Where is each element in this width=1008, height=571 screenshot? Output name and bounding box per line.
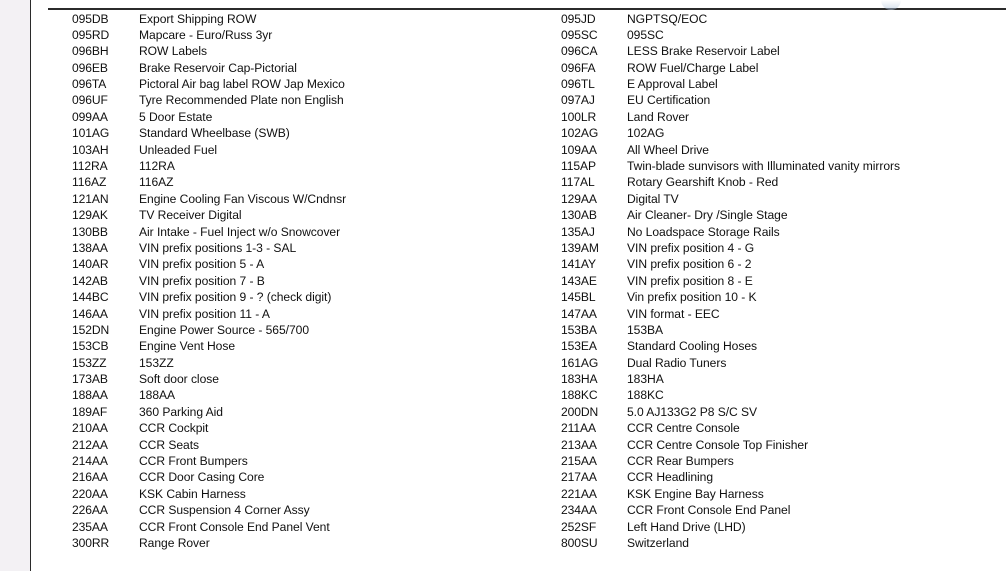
option-code: 095DB (72, 11, 109, 26)
option-code: 173AB (72, 372, 108, 387)
option-code: 216AA (72, 470, 108, 485)
option-code: 096CA (561, 44, 598, 59)
option-description: KSK Cabin Harness (139, 486, 246, 501)
option-code: 096BH (72, 44, 109, 59)
option-code: 221AA (561, 486, 597, 501)
option-description: 188KC (627, 388, 664, 403)
option-description: 188AA (139, 388, 176, 403)
option-description: CCR Suspension 4 Corner Assy (139, 503, 310, 518)
option-description: 116AZ (139, 175, 174, 190)
option-description: Air Cleaner- Dry /Single Stage (627, 208, 788, 223)
option-code: 210AA (72, 421, 108, 436)
option-description: 360 Parking Aid (139, 404, 223, 419)
option-description: Export Shipping ROW (139, 11, 257, 26)
option-code: 130BB (72, 224, 108, 239)
option-description: VIN prefix position 8 - E (627, 273, 753, 288)
option-description: Unleaded Fuel (139, 142, 218, 157)
option-code: 096TA (72, 77, 107, 92)
option-description: KSK Engine Bay Harness (627, 486, 764, 501)
option-description: VIN prefix position 11 - A (139, 306, 270, 321)
option-description: Digital TV (627, 191, 679, 206)
option-description: 095SC (627, 27, 664, 42)
option-code: 226AA (72, 503, 108, 518)
option-code: 212AA (72, 437, 108, 452)
option-code: 129AA (561, 191, 597, 206)
option-code: 141AY (561, 257, 596, 272)
option-code: 101AG (72, 126, 110, 141)
option-code: 099AA (72, 109, 108, 124)
option-description: Twin-blade sunvisors with Illuminated vanity mirrors (627, 159, 900, 174)
option-code: 116AZ (72, 175, 107, 190)
option-code: 200DN (561, 404, 599, 419)
option-code: 188AA (72, 388, 108, 403)
option-code: 103AH (72, 142, 109, 157)
option-description: CCR Front Console End Panel (627, 503, 791, 518)
option-code: 161AG (561, 355, 599, 370)
option-code: 800SU (561, 536, 598, 550)
option-code: 153EA (561, 339, 597, 354)
option-code: 115AP (561, 159, 596, 174)
option-code: 097AJ (561, 93, 595, 108)
option-description: 112RA (139, 159, 175, 174)
option-code: 121AN (72, 191, 109, 206)
option-code: 152DN (72, 322, 110, 337)
option-description: CCR Front Bumpers (139, 454, 248, 469)
option-code: 139AM (561, 240, 599, 255)
option-description: VIN prefix position 9 - ? (check digit) (139, 290, 332, 305)
option-description: All Wheel Drive (627, 142, 709, 157)
option-description: VIN prefix position 6 - 2 (627, 257, 752, 272)
option-description: Brake Reservoir Cap-Pictorial (139, 60, 297, 75)
option-description: NGPTSQ/EOC (627, 11, 708, 26)
option-code: 144BC (72, 290, 109, 305)
option-description: Standard Cooling Hoses (627, 339, 757, 354)
option-description: 102AG (627, 126, 665, 141)
option-description: Rotary Gearshift Knob - Red (627, 175, 779, 190)
option-code: 129AK (72, 208, 108, 223)
option-description: CCR Door Casing Core (139, 470, 265, 485)
option-description: Range Rover (139, 536, 210, 550)
option-description: 153ZZ (139, 355, 174, 370)
option-description: CCR Seats (139, 437, 200, 452)
option-code: 234AA (561, 503, 597, 518)
option-code: 211AA (561, 421, 596, 436)
option-description: Left Hand Drive (LHD) (627, 519, 746, 534)
option-description: CCR Centre Console (627, 421, 740, 436)
option-code: 100LR (561, 109, 597, 124)
option-code: 095SC (561, 27, 598, 42)
option-description: CCR Centre Console Top Finisher (627, 437, 809, 452)
option-code: 138AA (72, 240, 108, 255)
option-description: 183HA (627, 372, 664, 387)
option-description: ROW Labels (139, 44, 208, 59)
option-code: 130AB (561, 208, 597, 223)
option-code: 096EB (72, 60, 108, 75)
option-description: 5 Door Estate (139, 109, 213, 124)
option-code: 096FA (561, 60, 596, 75)
option-description: Tyre Recommended Plate non English (139, 93, 344, 108)
option-description: Standard Wheelbase (SWB) (139, 126, 290, 141)
option-code: 153ZZ (72, 355, 107, 370)
option-description: Soft door close (139, 372, 219, 387)
option-description: VIN prefix position 4 - G (627, 240, 755, 255)
option-code: 183HA (561, 372, 598, 387)
option-code: 112RA (72, 159, 108, 174)
option-description: Vin prefix position 10 - K (627, 290, 757, 305)
option-code: 188KC (561, 388, 598, 403)
option-description: CCR Headlining (627, 470, 714, 485)
option-description: CCR Front Console End Panel Vent (139, 519, 330, 534)
option-description: No Loadspace Storage Rails (627, 224, 780, 239)
option-code: 217AA (561, 470, 597, 485)
option-description: Pictoral Air bag label ROW Jap Mexico (139, 77, 345, 92)
option-description: Air Intake - Fuel Inject w/o Snowcover (139, 224, 341, 239)
option-code: 147AA (561, 306, 597, 321)
option-description: Engine Vent Hose (139, 339, 236, 354)
option-code: 117AL (561, 175, 595, 190)
option-code: 143AE (561, 273, 597, 288)
option-description: Engine Cooling Fan Viscous W/Cndnsr (139, 191, 347, 206)
option-code: 135AJ (561, 224, 595, 239)
option-code: 096TL (561, 77, 595, 92)
option-description: VIN prefix position 5 - A (139, 257, 265, 272)
option-code: 095JD (561, 11, 596, 26)
option-code: 214AA (72, 454, 108, 469)
option-code: 096UF (72, 93, 108, 108)
option-description: Engine Power Source - 565/700 (139, 322, 309, 337)
option-code: 220AA (72, 486, 108, 501)
option-description: Mapcare - Euro/Russ 3yr (139, 27, 273, 42)
option-code: 300RR (72, 536, 110, 550)
option-description: 5.0 AJ133G2 P8 S/C SV (627, 404, 758, 419)
option-code: 189AF (72, 404, 108, 419)
option-code: 102AG (561, 126, 599, 141)
option-code: 109AA (561, 142, 597, 157)
option-code: 235AA (72, 519, 108, 534)
option-description: Dual Radio Tuners (627, 355, 727, 370)
option-code: 215AA (561, 454, 597, 469)
option-code: 095RD (72, 27, 110, 42)
option-description: TV Receiver Digital (139, 208, 242, 223)
option-description: LESS Brake Reservoir Label (627, 44, 780, 59)
option-code: 213AA (561, 437, 597, 452)
option-code: 252SF (561, 519, 597, 534)
option-description: E Approval Label (627, 77, 718, 92)
option-description: VIN prefix position 7 - B (139, 273, 265, 288)
option-code: 153CB (72, 339, 109, 354)
option-description: EU Certification (627, 93, 711, 108)
option-description: 153BA (627, 322, 664, 337)
option-code: 140AR (72, 257, 109, 272)
option-description: VIN format - EEC (627, 306, 720, 321)
document-page (30, 0, 1008, 571)
option-description: CCR Rear Bumpers (627, 454, 734, 469)
option-description: Land Rover (627, 109, 690, 124)
option-code: 153BA (561, 322, 597, 337)
option-description: Switzerland (627, 536, 689, 550)
option-description: VIN prefix positions 1-3 - SAL (139, 240, 297, 255)
option-description: CCR Cockpit (139, 421, 209, 436)
option-description: ROW Fuel/Charge Label (627, 60, 759, 75)
option-code: 142AB (72, 273, 108, 288)
option-code: 146AA (72, 306, 108, 321)
option-code: 145BL (561, 290, 596, 305)
